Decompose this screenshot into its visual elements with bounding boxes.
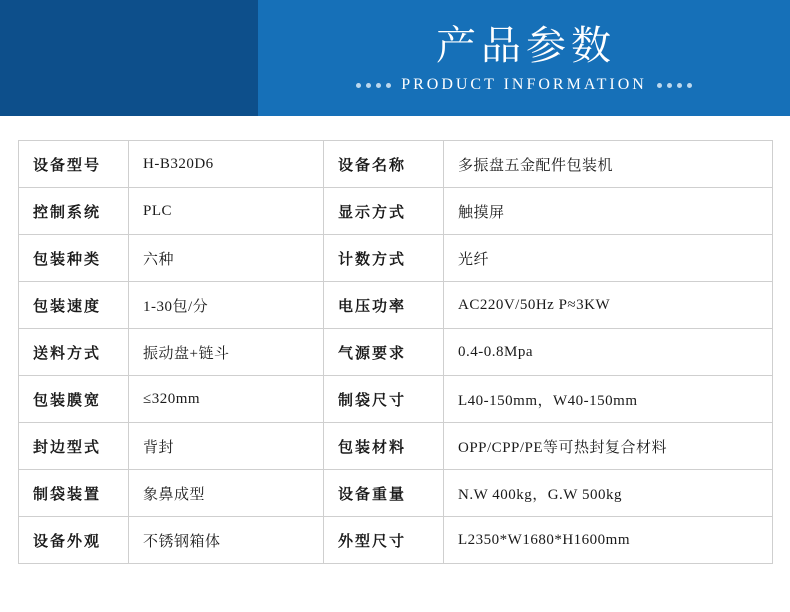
page-header-banner <box>0 0 790 116</box>
spec-label: 包装速度 <box>19 282 129 329</box>
spec-value: 六种 <box>129 235 324 282</box>
spec-value: L40-150mm，W40-150mm <box>444 376 773 423</box>
spec-label: 制袋尺寸 <box>324 376 444 423</box>
spec-label: 设备外观 <box>19 517 129 564</box>
spec-label: 制袋装置 <box>19 470 129 517</box>
spec-value: 背封 <box>129 423 324 470</box>
spec-label: 计数方式 <box>324 235 444 282</box>
spec-value: PLC <box>129 188 324 235</box>
spec-value: L2350*W1680*H1600mm <box>444 517 773 564</box>
spec-value: 0.4-0.8Mpa <box>444 329 773 376</box>
spec-label: 送料方式 <box>19 329 129 376</box>
table-row <box>19 470 773 517</box>
spec-label: 设备型号 <box>19 141 129 188</box>
spec-label: 包装材料 <box>324 423 444 470</box>
spec-value: 不锈钢箱体 <box>129 517 324 564</box>
spec-value: H-B320D6 <box>129 141 324 188</box>
page-subtitle: PRODUCT INFORMATION <box>401 76 647 93</box>
spec-value: N.W 400kg，G.W 500kg <box>444 470 773 517</box>
table-row <box>19 282 773 329</box>
spec-table-wrapper <box>18 140 772 564</box>
spec-label: 设备重量 <box>324 470 444 517</box>
spec-value: OPP/CPP/PE等可热封复合材料 <box>444 423 773 470</box>
spec-label: 控制系统 <box>19 188 129 235</box>
table-row <box>19 188 773 235</box>
spec-value: 振动盘+链斗 <box>129 329 324 376</box>
decorative-dots-left <box>356 83 391 88</box>
spec-value: 多振盘五金配件包装机 <box>444 141 773 188</box>
spec-label: 外型尺寸 <box>324 517 444 564</box>
spec-label: 包装膜宽 <box>19 376 129 423</box>
table-row <box>19 376 773 423</box>
spec-label: 气源要求 <box>324 329 444 376</box>
header-subtitle-row <box>356 76 692 94</box>
table-row <box>19 517 773 564</box>
spec-value: 触摸屏 <box>444 188 773 235</box>
spec-table-body <box>19 141 773 564</box>
table-row <box>19 329 773 376</box>
spec-value: AC220V/50Hz P≈3KW <box>444 282 773 329</box>
spec-label: 电压功率 <box>324 282 444 329</box>
table-row <box>19 235 773 282</box>
spec-label: 显示方式 <box>324 188 444 235</box>
specification-table <box>18 140 773 564</box>
spec-value: 1-30包/分 <box>129 282 324 329</box>
spec-value: ≤320mm <box>129 376 324 423</box>
spec-value: 象鼻成型 <box>129 470 324 517</box>
table-row <box>19 423 773 470</box>
page-title: 产品参数 <box>436 23 616 69</box>
header-content <box>258 0 790 116</box>
spec-label: 设备名称 <box>324 141 444 188</box>
header-accent-block <box>0 0 258 116</box>
spec-label: 包装种类 <box>19 235 129 282</box>
spec-label: 封边型式 <box>19 423 129 470</box>
spec-value: 光纤 <box>444 235 773 282</box>
decorative-dots-right <box>657 83 692 88</box>
table-row <box>19 141 773 188</box>
